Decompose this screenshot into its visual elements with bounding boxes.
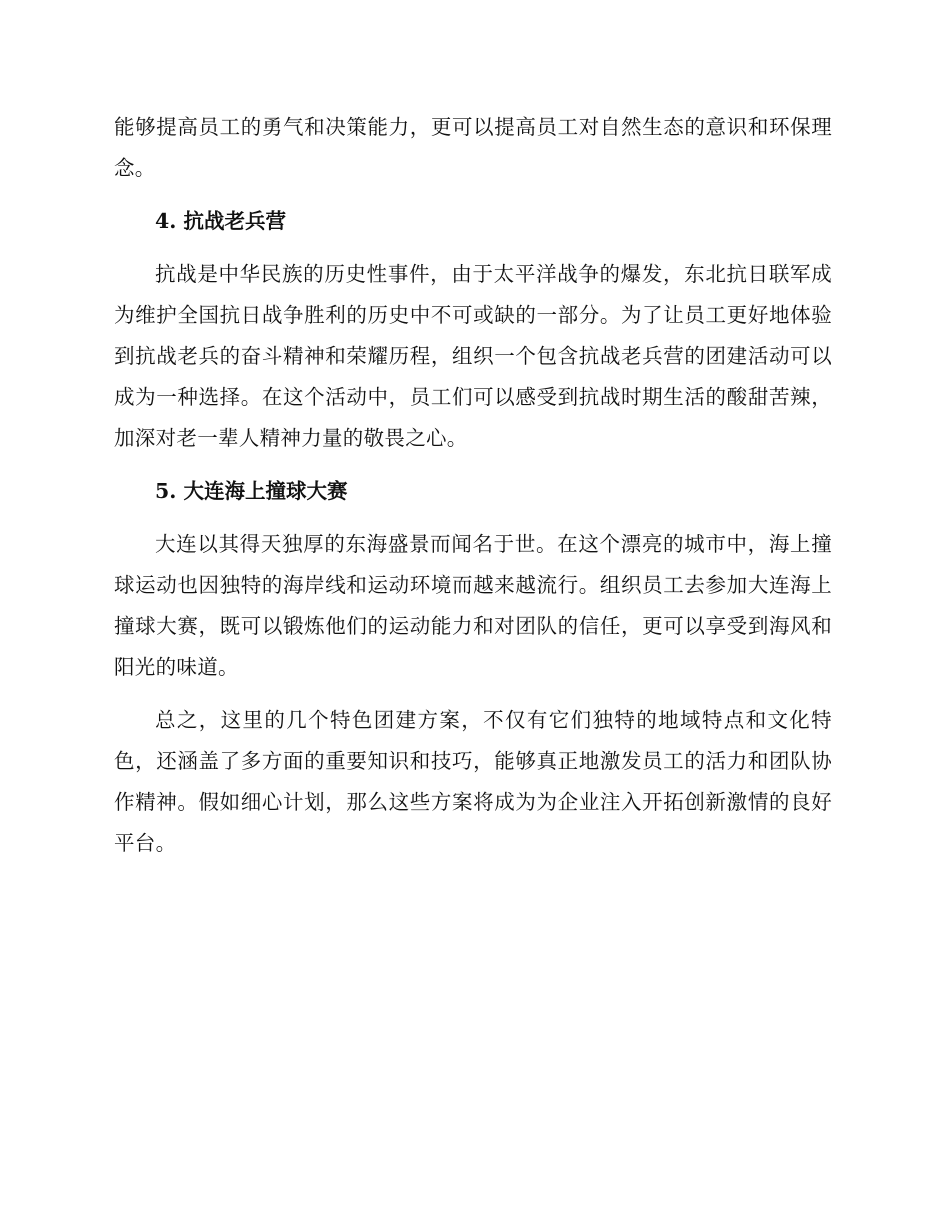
- section-4-body: 抗战是中华民族的历史性事件，由于太平洋战争的爆发，东北抗日联军成为维护全国抗日战争胜利的历史中不可或缺的一部分。为了让员工更好地体验到抗战老兵的奋斗精神和荣耀历程，组织一个包含抗战老兵营的团建活动可以成为一种选择。在这个活动中，员工们可以感受到抗战时期生活的酸甜苦辣，加深对老一辈人精神力量的敬畏之心。: [114, 262, 832, 450]
- section-5-heading: 5. 大连海上撞球大赛: [155, 479, 348, 503]
- intro-paragraph: 能够提高员工的勇气和决策能力，更可以提高员工对自然生态的意识和环保理念。: [114, 115, 832, 180]
- document-page: [114, 107, 832, 864]
- section-5-body: 大连以其得天独厚的东海盛景而闻名于世。在这个漂亮的城市中，海上撞球运动也因独特的海岸线和运动环境而越来越流行。组织员工去参加大连海上撞球大赛，既可以锻炼他们的运动能力和对团队的信任，更可以享受到海风和阳光的味道。: [114, 532, 832, 679]
- conclusion-paragraph: 总之，这里的几个特色团建方案，不仅有它们独特的地域特点和文化特色，还涵盖了多方面的重要知识和技巧，能够真正地激发员工的活力和团队协作精神。假如细心计划，那么这些方案将成为为企业注入开拓创新激情的良好平台。: [114, 708, 832, 855]
- section-4-heading: 4. 抗战老兵营: [155, 209, 287, 233]
